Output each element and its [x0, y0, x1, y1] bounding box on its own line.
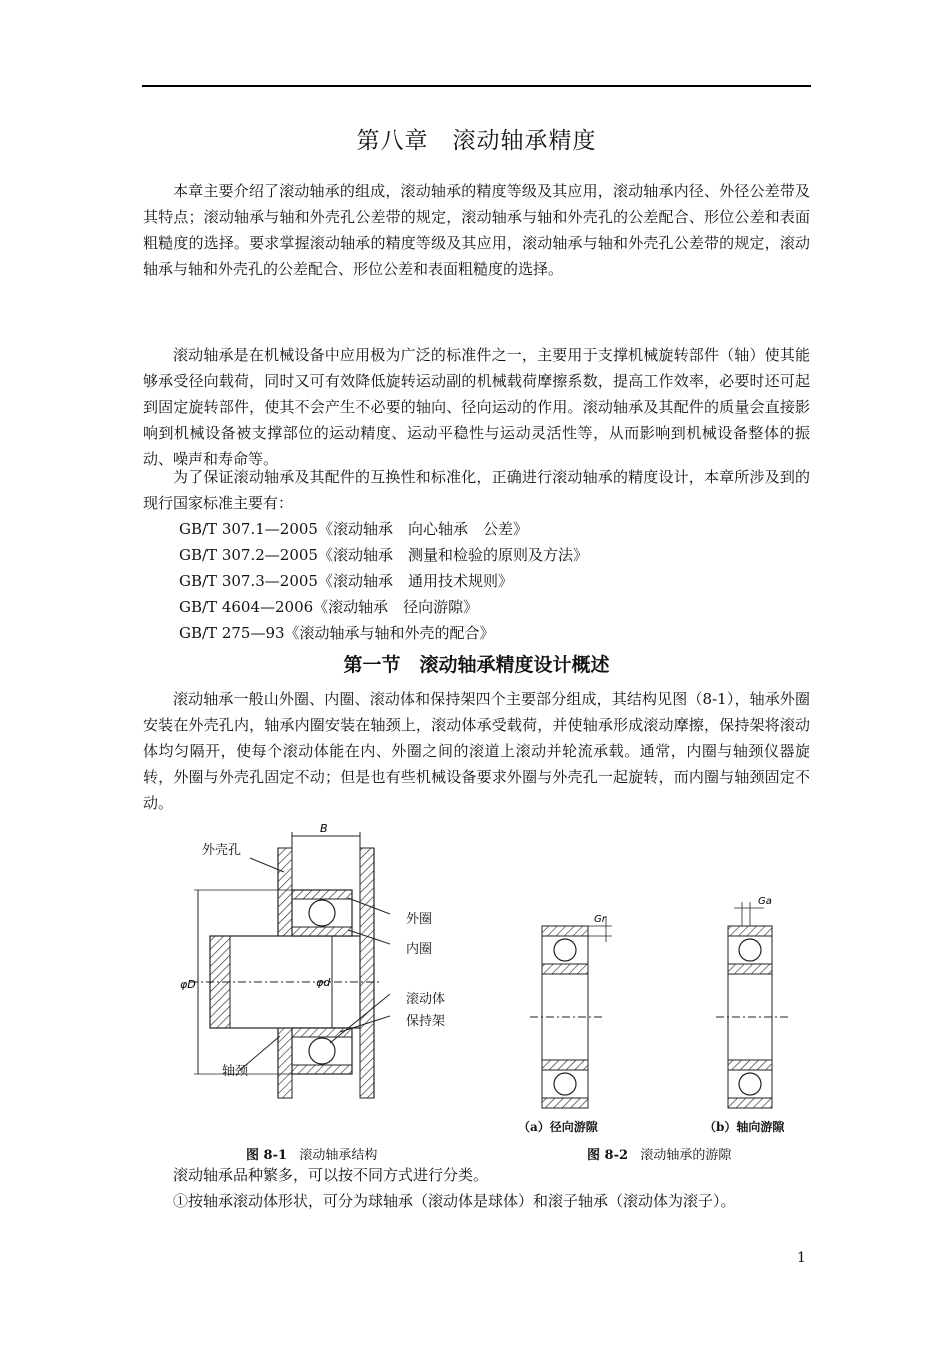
width-label: B: [320, 822, 328, 835]
axial-clearance-subcaption: （b）轴向游隙: [704, 1120, 785, 1134]
figure-2-caption: [587, 1144, 731, 1163]
cage-label: 保持架: [406, 1014, 446, 1029]
housing-bore-label: 外壳孔: [202, 843, 242, 858]
standard-item: GB/T 307.3—2005《滚动轴承 通用技术规则》: [179, 572, 513, 590]
figure-2-number: 图 8-2: [587, 1148, 629, 1163]
header-rule: [142, 85, 811, 87]
figure-1-caption: [246, 1144, 377, 1163]
intro-paragraph: 本章主要介绍了滚动轴承的组成，滚动轴承的精度等级及其应用，滚动轴承内径、外径公差带及其特点；滚动轴承与轴和外壳孔公差带的规定，滚动轴承与轴和外壳孔的公差配合、形位公差和表面粗糙度的选择。要求掌握滚动轴承的精度等级及其应用，滚动轴承与轴和外壳孔公差带的规定，滚动轴承与轴和外壳孔的公差配合、形位公差和表面粗糙度的选择。: [143, 182, 810, 278]
outer-ring-label: 外圈: [406, 912, 433, 927]
paragraph-1: 滚动轴承是在机械设备中应用极为广泛的标准件之一，主要用于支撑机械旋转部件（轴）使其能够承受径向载荷，同时又可有效降低旋转运动副的机械载荷摩擦系数，提高工作效率，必要时还可起到固定旋转部件，使其不会产生不必要的轴向、径向运动的作用。滚动轴承及其配件的质量会直接影响到机械设备被支撑部位的运动精度、运动平稳性与运动灵活性等，从而影响到机械设备整体的振动、噪声和寿命等。: [143, 346, 810, 468]
page-number: 1: [797, 1250, 806, 1266]
standard-item: GB/T 275—93《滚动轴承与轴和外壳的配合》: [179, 624, 495, 642]
paragraph-5: ①按轴承滚动体形状，可分为球轴承（滚动体是球体）和滚子轴承（滚动体为滚子）。: [173, 1192, 736, 1210]
inner-diameter-label: φd: [316, 976, 331, 989]
inner-ring-label: 内圈: [406, 942, 433, 957]
radial-clearance-figure: [520, 912, 620, 1112]
radial-clearance-label: Gr: [594, 914, 606, 925]
paragraph-2: 为了保证滚动轴承及其配件的互换性和标准化，正确进行滚动轴承的精度设计，本章所涉及到的现行国家标准主要有：: [143, 468, 810, 512]
rolling-element-label: 滚动体: [406, 992, 446, 1007]
figure-1-number: 图 8-1: [246, 1148, 288, 1163]
figure-2-title: 滚动轴承的游隙: [640, 1148, 732, 1163]
axial-clearance-figure: [712, 894, 802, 1112]
radial-clearance-subcaption: （a）径向游隙: [518, 1120, 598, 1134]
standard-item: GB/T 307.2—2005《滚动轴承 测量和检验的原则及方法》: [179, 546, 588, 564]
axial-clearance-label: Ga: [758, 896, 772, 907]
section-title: 第一节 滚动轴承精度设计概述: [343, 654, 610, 676]
chapter-title: 第八章 滚动轴承精度: [356, 128, 597, 154]
paragraph-4: 滚动轴承品种繁多，可以按不同方式进行分类。: [173, 1166, 489, 1184]
bearing-structure-figure: [180, 818, 390, 1128]
paragraph-3: 滚动轴承一般山外圈、内圈、滚动体和保持架四个主要部分组成，其结构见图（8-1），轴承外圈安装在外壳孔内，轴承内圈安装在轴颈上，滚动体承受载荷，并使轴承形成滚动摩擦，保持架将滚动体均匀隔开，使每个滚动体能在内、外圈之间的滚道上滚动并轮流承载。通常，内圈与轴颈仪器旋转，外圈与外壳孔固定不动；但是也有些机械设备要求外圈与外壳孔一起旋转，而内圈与轴颈固定不动。: [143, 690, 810, 812]
standard-item: GB/T 307.1—2005《滚动轴承 向心轴承 公差》: [179, 520, 528, 538]
figure-1-title: 滚动轴承结构: [299, 1148, 378, 1163]
standard-item: GB/T 4604—2006《滚动轴承 径向游隙》: [179, 598, 479, 616]
outer-diameter-label: φD: [180, 978, 196, 991]
journal-label: 轴颈: [222, 1064, 249, 1079]
